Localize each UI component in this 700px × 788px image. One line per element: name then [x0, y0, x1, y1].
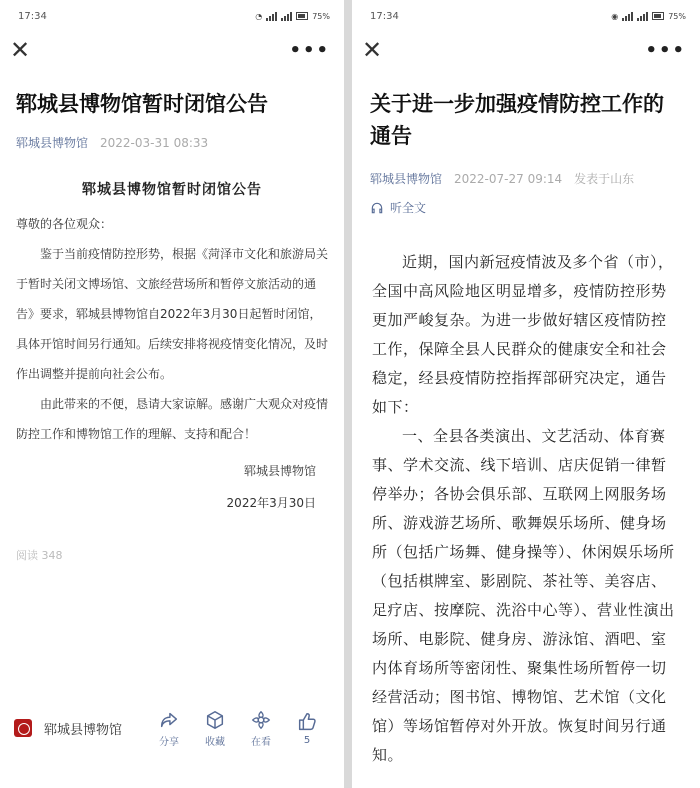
nav-bar — [0, 32, 344, 68]
like-button[interactable] — [284, 711, 330, 746]
signal-icon-2 — [637, 12, 648, 21]
account-logo-icon — [14, 719, 32, 737]
account-link[interactable]: 郓城县博物馆 — [370, 172, 443, 186]
listen-label: 听全文 — [390, 201, 427, 215]
more-icon[interactable]: ••• — [645, 39, 686, 61]
status-bar — [0, 0, 344, 32]
body-paragraph-1: 近期，国内新冠疫情波及多个省（市），全国中高风险地区明显增多，疫情防控形势更加严峻复杂。为进一步做好辖区疫情防控工作，保障全县人民群众的健康安全和社会稳定，经县疫情防控指挥部研究决定，通告如下： — [372, 253, 674, 416]
status-bar — [352, 0, 700, 32]
status-icons — [611, 12, 686, 21]
signal-icon — [622, 12, 633, 21]
wifi-icon: ◔ — [255, 11, 263, 21]
status-time: 17:34 — [370, 10, 399, 22]
alarm-icon: ◉ — [611, 11, 619, 21]
signal-icon — [266, 12, 277, 21]
article-title: 郓城县博物馆暂时闭馆公告 — [16, 92, 268, 116]
article-meta — [352, 170, 700, 187]
nav-bar — [352, 32, 700, 68]
close-icon[interactable]: ✕ — [10, 36, 31, 64]
article-footer — [0, 700, 344, 756]
status-time: 17:34 — [18, 10, 47, 22]
listen-button[interactable] — [352, 199, 700, 216]
thumbs-up-icon — [296, 711, 318, 733]
article-body — [0, 209, 344, 449]
signature-block — [0, 455, 344, 519]
battery-level: 75% — [668, 11, 686, 21]
right-article-screen — [352, 0, 700, 788]
article-body — [352, 248, 700, 770]
battery-level: 75% — [312, 11, 330, 21]
publish-datetime: 2022-07-27 09:14 — [454, 171, 563, 186]
share-button[interactable] — [146, 709, 192, 748]
like-count: 5 — [303, 734, 311, 746]
share-label: 分享 — [159, 736, 179, 748]
read-count: 阅读 348 — [16, 549, 63, 562]
publish-location: 发表于山东 — [574, 172, 635, 186]
salutation: 尊敬的各位观众： — [16, 217, 113, 231]
account-link[interactable]: 郓城县博物馆 — [16, 136, 89, 150]
footer-account[interactable] — [14, 719, 146, 738]
headphones-icon — [370, 201, 384, 215]
cube-icon — [204, 709, 226, 731]
body-paragraph-2: 由此带来的不便，恳请大家谅解。感谢广大观众对疫情防控工作和博物馆工作的理解、支持和配合！ — [16, 397, 329, 441]
watching-label: 在看 — [251, 736, 271, 748]
body-paragraph-1: 鉴于当前疫情防控形势，根据《菏泽市文化和旅游局关于暂时关闭文博场馆、文旅经营场所和暂停文旅活动的通告》要求，郓城县博物馆自2022年3月30日起暂时闭馆，具体开馆时间另行通知。后续安排将视疫情变化情况，及时作出调整并提前向社会公布。 — [16, 247, 329, 381]
status-icons — [255, 12, 330, 21]
favorite-button[interactable] — [192, 709, 238, 748]
watching-button[interactable] — [238, 709, 284, 748]
signature-org: 郓城县博物馆 — [243, 464, 316, 478]
signal-icon-2 — [281, 12, 292, 21]
article-meta — [0, 134, 344, 151]
signature-date: 2022年3月30日 — [226, 496, 316, 510]
more-icon[interactable]: ••• — [289, 39, 330, 61]
body-paragraph-2: 一、全县各类演出、文艺活动、体育赛事、学术交流、线下培训、店庆促销一律暂停举办；各协会俱乐部、互联网上网服务场所、游戏游艺场所、歌舞娱乐场所、健身场所（包括广场舞、健身操等）、休闲娱乐场所（包括棋牌室、影剧院、茶社等、美容店、足疗店、按摩院、洗浴中心等）、营业性演出场所、电影院、健身房、游泳馆、酒吧、室内体育场所等密闭性、聚集性场所暂停一切经营活动；图书馆、博物馆、艺术馆（文化馆）等场馆暂停对外开放。恢复时间另行通知。 — [372, 427, 675, 764]
favorite-label: 收藏 — [205, 736, 225, 748]
close-icon[interactable]: ✕ — [362, 36, 383, 64]
left-article-screen — [0, 0, 344, 788]
share-icon — [158, 709, 180, 731]
publish-datetime: 2022-03-31 08:33 — [100, 135, 209, 150]
battery-icon — [296, 12, 308, 20]
article-title: 关于进一步加强疫情防控工作的通告 — [370, 92, 664, 148]
battery-icon — [652, 12, 664, 20]
flower-icon — [250, 709, 272, 731]
footer-account-name: 郓城县博物馆 — [44, 722, 123, 738]
notice-heading: 郓城县博物馆暂时闭馆公告 — [82, 182, 262, 198]
